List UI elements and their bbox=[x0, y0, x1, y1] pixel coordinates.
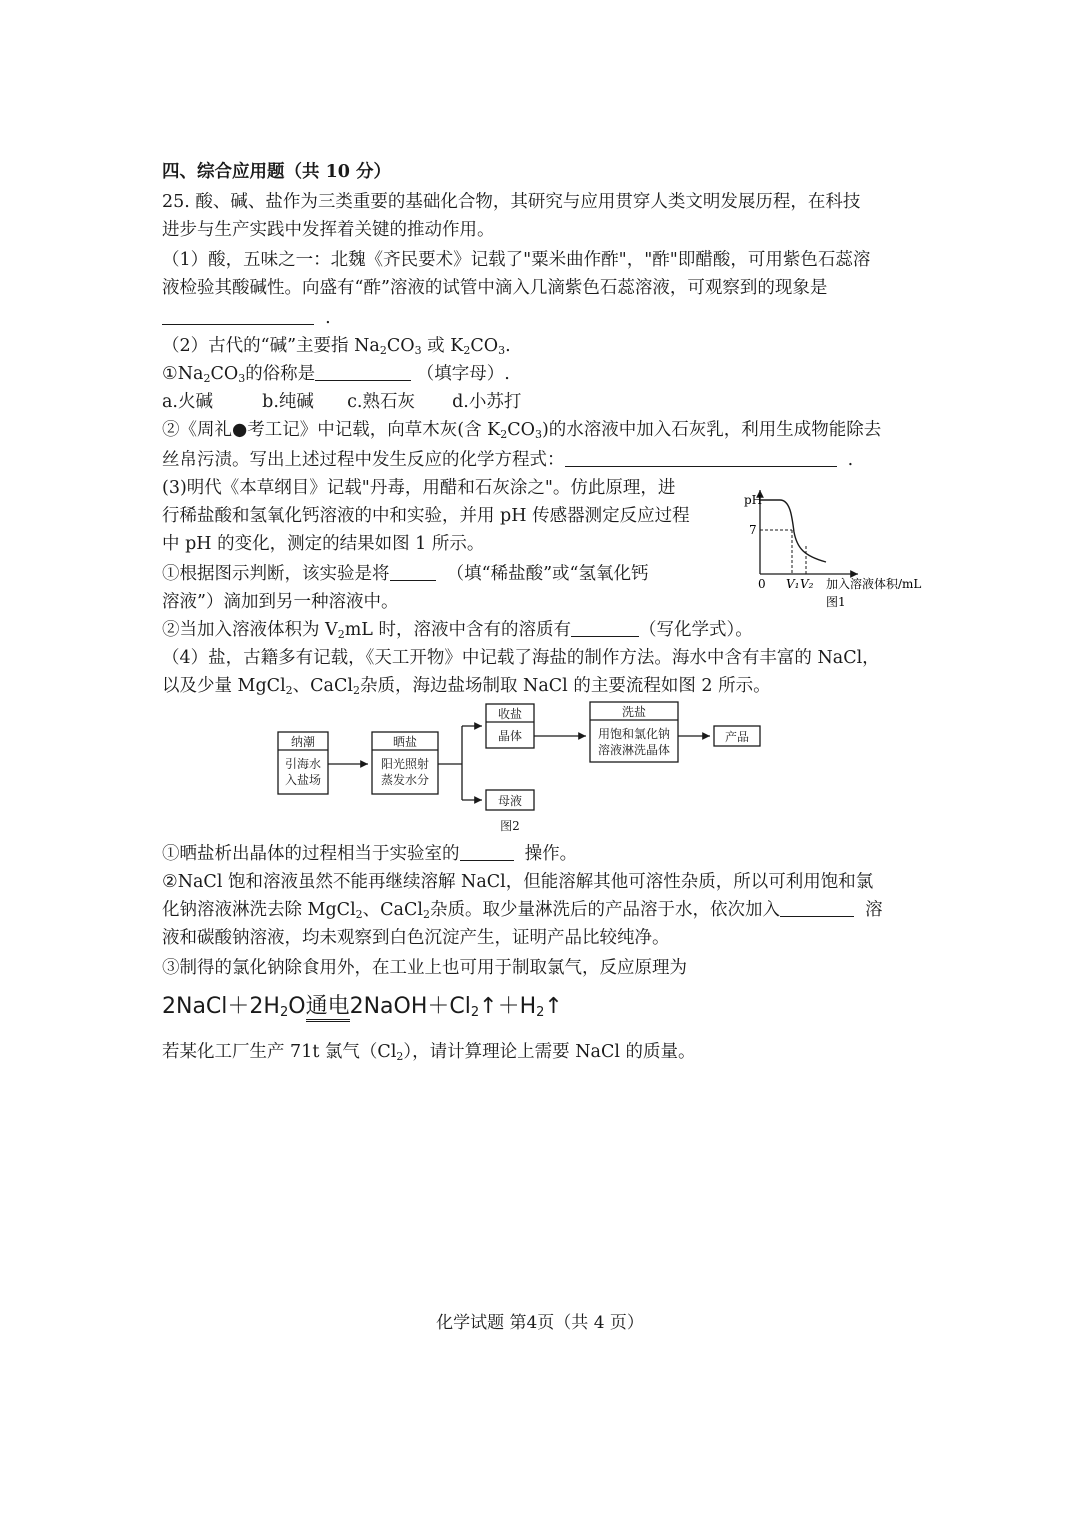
option-a: a.火碱 bbox=[162, 392, 213, 412]
part1-line2: 液检验其酸碱性。向盛有“酢”溶液的试管中滴入几滴紫色石蕊溶液，可观察到的现象是 bbox=[162, 278, 828, 298]
figure1-caption: 图1 bbox=[826, 595, 846, 609]
svg-text:溶液淋洗晶体: 溶液淋洗晶体 bbox=[597, 743, 671, 757]
part4-q3-line1: ③制得的氯化钠除食用外，在工业上也可用于制取氯气，反应原理为 bbox=[162, 958, 687, 978]
ph-curve bbox=[760, 500, 826, 562]
option-d: d.小苏打 bbox=[452, 392, 522, 412]
svg-text:晒盐: 晒盐 bbox=[392, 735, 418, 749]
figure2-flowchart bbox=[270, 696, 780, 838]
part4-final-question: 若某化工厂生产 71t 氯气$(Cl_2)$，请计算理论上需要 NaCl 的质量。 bbox=[162, 1042, 696, 1063]
part4-line1: （4）盐，古籍多有记载，《天工开物》中记载了海盐的制作方法。海水中含有丰富的 NaCl， bbox=[162, 648, 880, 668]
figure1-ph-graph bbox=[740, 482, 940, 610]
part4-line2: 以及少量 MgCl$_2$、CaCl$_2$杂质，海边盐场制取 NaCl 的主要流程如图 2 所示。 bbox=[162, 676, 771, 697]
answer-blank[interactable] bbox=[390, 562, 436, 581]
y-tick-7: 7 bbox=[749, 523, 757, 537]
svg-text:引海水: 引海水 bbox=[284, 757, 322, 771]
part4-q2-line3: 液和碳酸钠溶液，均未观察到白色沉淀产生，证明产品比较纯净。 bbox=[162, 928, 670, 948]
part3-line3: 中 pH 的变化，测定的结果如图 1 所示。 bbox=[162, 534, 485, 554]
figure2-caption: 图2 bbox=[500, 819, 520, 833]
part2-q2-line1: ②《周礼●考工记》中记载，向草木灰(含 $K_2CO_3$)的水溶液中加入石灰乳，利用生成物能除去 bbox=[162, 420, 882, 441]
answer-blank[interactable] bbox=[162, 306, 314, 325]
svg-text:纳潮: 纳潮 bbox=[290, 735, 316, 749]
option-b: b.纯碱 bbox=[262, 392, 314, 412]
part4-q2-line2: 化钠溶液淋洗去除 MgCl$_2$、CaCl$_2$杂质。取少量淋洗后的产品溶于水，依次加入 溶 bbox=[162, 900, 883, 921]
svg-text:入盐场: 入盐场 bbox=[284, 773, 322, 787]
answer-blank[interactable] bbox=[780, 898, 854, 917]
electrolysis-equation: $2NaCl+2H_2O$通电$2NaOH+Cl_2↑+H_2↑$ bbox=[162, 994, 563, 1020]
x-tick-v1: V₁ bbox=[786, 577, 800, 591]
section-title: 四、综合应用题（共 10 分） bbox=[162, 162, 392, 182]
part1-answer: . bbox=[162, 306, 331, 330]
svg-text:产品: 产品 bbox=[724, 730, 750, 744]
part2-q2-line2: 丝帛污渍。写出上述过程中发生反应的化学方程式： . bbox=[162, 450, 854, 470]
part3-q1-line1: ①根据图示判断，该实验是将 （填“稀盐酸”或“氢氧化钙 bbox=[162, 564, 649, 584]
q25-intro-1: 25. 酸、碱、盐作为三类重要的基础化合物，其研究与应用贯穿人类文明发展历程，在科技 bbox=[162, 192, 861, 212]
svg-text:用饱和氯化钠: 用饱和氯化钠 bbox=[597, 727, 671, 741]
svg-text:收盐: 收盐 bbox=[497, 707, 523, 721]
part4-q1: ①晒盐析出晶体的过程相当于实验室的 操作。 bbox=[162, 844, 578, 864]
part2-heading: （2）古代的“碱”主要指 $Na_2CO_3$ 或 $K_2CO_3$. bbox=[162, 336, 511, 357]
origin-label: 0 bbox=[758, 577, 766, 591]
part1-line1: （1）酸，五味之一：北魏《齐民要术》记载了"粟米曲作酢"，"酢"即醋酸，可用紫色石蕊溶 bbox=[162, 250, 871, 270]
svg-text:阳光照射: 阳光照射 bbox=[380, 757, 430, 771]
part4-q2-line1: ②NaCl 饱和溶液虽然不能再继续溶解 NaCl，但能溶解其他可溶性杂质，所以可利用饱和氯 bbox=[162, 872, 874, 892]
page-footer: 化学试题 第4页（共 4 页） bbox=[436, 1313, 644, 1333]
svg-text:母液: 母液 bbox=[497, 794, 523, 808]
x-tick-v2: V₂ bbox=[800, 577, 814, 591]
q25-intro-2: 进步与生产实践中发挥着关键的推动作用。 bbox=[162, 220, 495, 240]
part3-line1: (3)明代《本草纲目》记载"丹毒，用醋和石灰涂之"。仿此原理，进 bbox=[162, 478, 676, 498]
part2-q1: $①Na_2CO_3$的俗称是 （填字母）. bbox=[162, 364, 510, 385]
part3-line2: 行稀盐酸和氢氧化钙溶液的中和实验，并用 pH 传感器测定反应过程 bbox=[162, 506, 690, 526]
answer-blank[interactable] bbox=[565, 448, 837, 467]
part3-q1-line2: 溶液”）滴加到另一种溶液中。 bbox=[162, 592, 399, 612]
answer-blank[interactable] bbox=[571, 618, 639, 637]
answer-blank[interactable] bbox=[460, 842, 514, 861]
svg-text:晶体: 晶体 bbox=[497, 729, 523, 743]
svg-text:蒸发水分: 蒸发水分 bbox=[380, 773, 430, 787]
part2-options bbox=[162, 390, 521, 414]
part3-q2: ②当加入溶液体积为 $V_2mL$ 时，溶液中含有的溶质有 （写化学式）。 bbox=[162, 620, 753, 641]
option-c: c.熟石灰 bbox=[347, 392, 415, 412]
answer-blank[interactable] bbox=[315, 362, 411, 381]
svg-text:洗盐: 洗盐 bbox=[621, 705, 647, 719]
x-axis-label: 加入溶液体积/mL bbox=[826, 577, 922, 591]
y-axis-label: pH bbox=[744, 493, 763, 507]
